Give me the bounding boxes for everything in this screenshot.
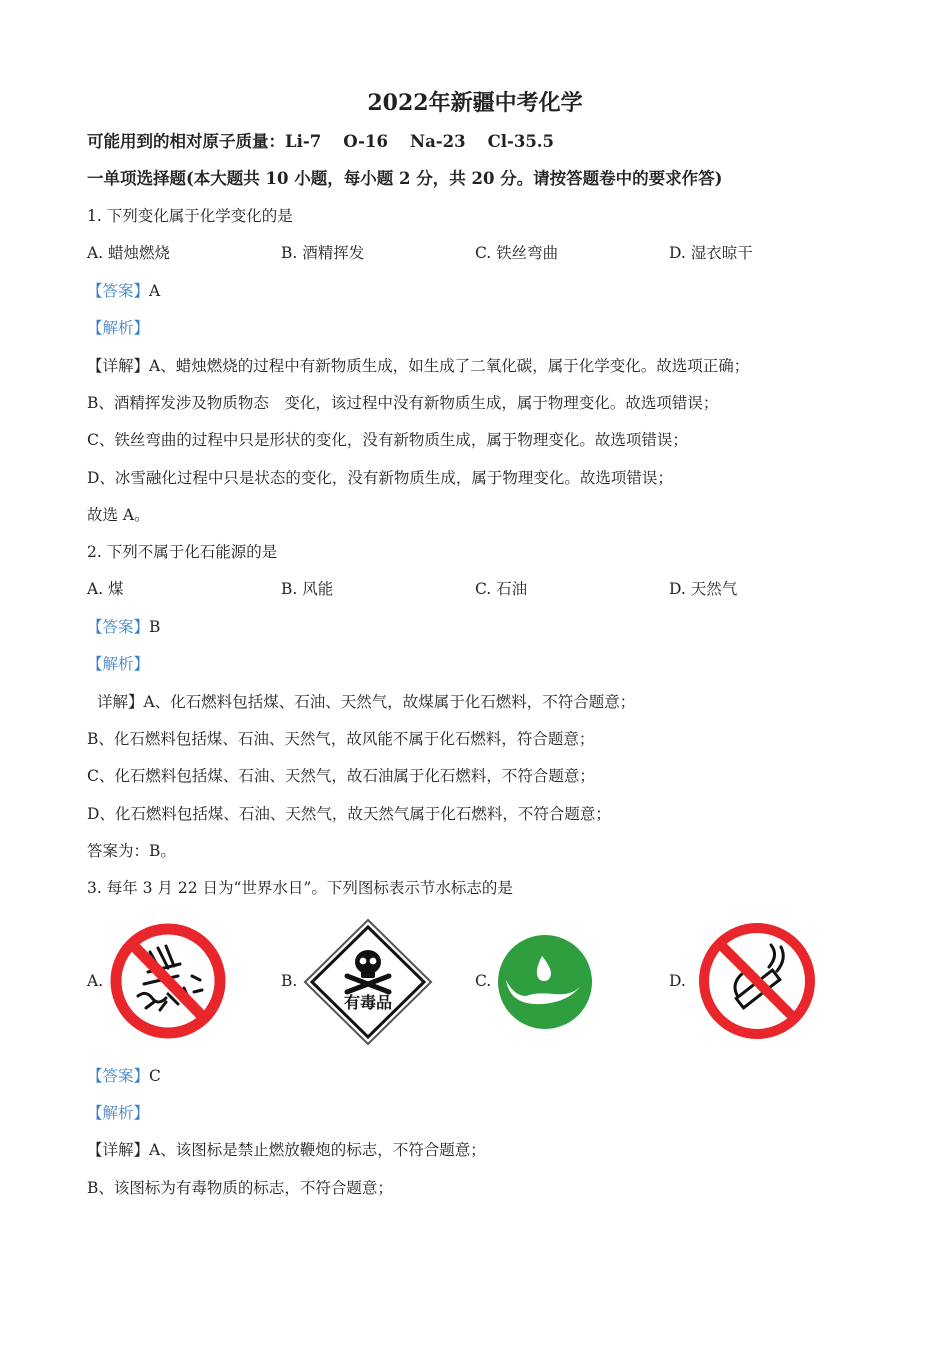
detail-line: C、化石燃料包括煤、石油、天然气，故石油属于化石燃料，不符合题意；	[87, 767, 595, 785]
answer-line	[87, 281, 160, 301]
option-d: D. 湿衣晾干	[669, 244, 753, 262]
question-stem: 3. 每年 3 月 22 日为“世界水日”。下列图标表示节水标志的是	[87, 879, 513, 897]
answer-value: A	[149, 282, 161, 300]
answer-value: C	[149, 1067, 161, 1085]
detail-line: 故选 A。	[87, 506, 150, 524]
section-heading: 一单项选择题(本大题共 10 小题，每小题 2 分，共 20 分。请按答题卷中的要求作答)	[87, 169, 723, 188]
option-c: C. 铁丝弯曲	[475, 244, 559, 262]
detail-line: B、酒精挥发涉及物质物态 变化，该过程中没有新物质生成，属于物理变化。故选项错误；	[87, 394, 719, 412]
page-title: 2022年新疆中考化学	[367, 90, 583, 116]
toxic-sign-icon	[303, 918, 433, 1050]
answer-tag: 【答案】	[87, 618, 150, 636]
atomic-mass-item: Cl-35.5	[487, 132, 555, 151]
analysis-tag: 【解析】	[87, 655, 150, 673]
question-stem: 1. 下列变化属于化学变化的是	[87, 207, 293, 225]
question-stem: 2. 下列不属于化石能源的是	[87, 543, 278, 561]
answer-tag: 【答案】	[87, 1067, 150, 1085]
option-b: B. 酒精挥发	[281, 244, 365, 262]
detail-line: 答案为：B。	[87, 842, 176, 860]
option-a: A. 煤	[87, 580, 124, 598]
answer-tag: 【答案】	[87, 282, 150, 300]
atomic-mass-item: Na-23	[410, 132, 466, 151]
analysis-tag: 【解析】	[87, 1104, 150, 1122]
option-a-letter: A.	[87, 972, 104, 990]
detail-line	[87, 356, 749, 376]
answer-value: B	[149, 618, 161, 636]
analysis-tag: 【解析】	[87, 319, 150, 337]
answer-line	[87, 617, 160, 637]
atomic-mass-label: 可能用到的相对原子质量：	[87, 132, 285, 151]
option-c-letter: C.	[475, 972, 492, 990]
water-saving-icon	[496, 934, 594, 1034]
detail-tag: 【详解】	[87, 1141, 150, 1159]
detail-tag: 【详解】	[87, 357, 150, 375]
no-firecracker-icon	[108, 922, 228, 1044]
detail-line: B、该图标为有毒物质的标志，不符合题意；	[87, 1179, 393, 1197]
detail-text: A、蜡烛燃烧的过程中有新物质生成，如生成了二氧化碳，属于化学变化。故选项正确；	[149, 357, 750, 375]
option-d: D. 天然气	[669, 580, 738, 598]
atomic-mass-item: Li-7	[285, 132, 322, 151]
option-d-letter: D.	[669, 972, 686, 990]
atomic-mass-item: O-16	[343, 132, 388, 151]
detail-line: C、铁丝弯曲的过程中只是形状的变化，没有新物质生成，属于物理变化。故选项错误；	[87, 431, 688, 449]
option-a: A. 蜡烛燃烧	[87, 244, 171, 262]
toxic-label: 有毒品	[343, 993, 392, 1012]
detail-line: 详解】A、化石燃料包括煤、石油、天然气，故煤属于化石燃料，不符合题意；	[97, 693, 636, 711]
detail-line: B、化石燃料包括煤、石油、天然气，故风能不属于化石燃料，符合题意；	[87, 730, 595, 748]
detail-text: A、该图标是禁止燃放鞭炮的标志，不符合题意；	[149, 1141, 486, 1159]
option-b-letter: B.	[281, 972, 298, 990]
detail-line	[87, 1140, 486, 1160]
answer-line	[87, 1066, 161, 1086]
detail-line: D、冰雪融化过程中只是状态的变化，没有新物质生成，属于物理变化。故选项错误；	[87, 469, 673, 487]
detail-line: D、化石燃料包括煤、石油、天然气，故天然气属于化石燃料，不符合题意；	[87, 805, 611, 823]
option-c: C. 石油	[475, 580, 528, 598]
no-smoking-icon	[697, 921, 817, 1045]
option-b: B. 风能	[281, 580, 334, 598]
atomic-mass-line	[87, 132, 576, 152]
